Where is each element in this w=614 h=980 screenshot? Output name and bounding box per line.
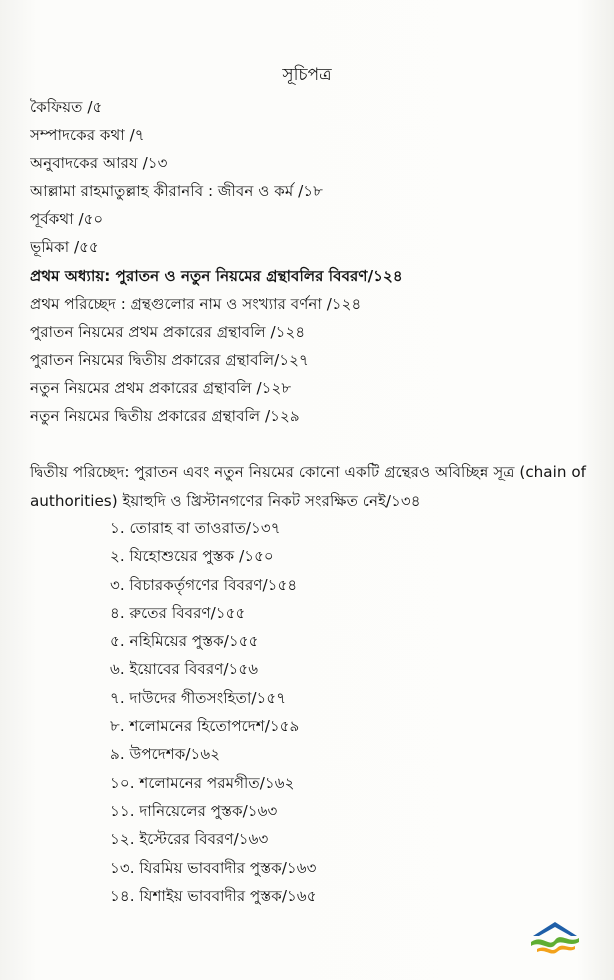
toc-entry: নতুন নিয়মের দ্বিতীয় প্রকারের গ্রন্থাবলি /১২৯ [30,407,300,426]
toc-second-chapter: দ্বিতীয় পরিচ্ছেদ: পুরাতন এবং নতুন নিয়মের কোনো একটি গ্রন্থেরও অবিচ্ছিন্ন সূত্র (chain of authorities) ইয়াহুদি ও খ্রিস্টানগণের নিকট সংরক্ষিত নেই/১৩৪ [30,463,586,510]
toc-entry: ভূমিকা /৫৫ [30,238,99,257]
toc-sub-entry: ১২. ইস্টেরের বিবরণ/১৬৩ [110,830,269,849]
toc-entry: প্রথম পরিচ্ছেদ : গ্রন্থগুলোর নাম ও সংখ্যার বর্ণনা /১২৪ [30,294,362,313]
toc-sub-entry: ১৩. যিরমিয় ভাববাদীর পুস্তক/১৬৩ [110,858,317,877]
toc-sub-entry: ৪. রুতের বিবরণ/১৫৫ [110,603,246,622]
toc-sub-entry: ১৪. যিশাইয় ভাববাদীর পুস্তক/১৬৫ [110,886,317,905]
toc-entry: সম্পাদকের কথা /৭ [30,126,145,145]
logo-orange-wave [537,946,575,954]
toc-entry: আল্লামা রাহমাতুল্লাহ কীরানবি : জীবন ও কর্ম /১৮ [30,182,323,201]
toc-sub-entry: ৮. শলোমনের হিতোপদেশ/১৫৯ [110,717,300,736]
toc-entry: পুরাতন নিয়মের প্রথম প্রকারের গ্রন্থাবলি /১২৪ [30,322,306,341]
toc-sub-entry: ৬. ইয়োবের বিবরণ/১৫৬ [110,660,259,679]
toc-entry: কৈফিয়ত /৫ [30,98,103,116]
toc-sub-entry: ২. যিহোশুয়ের পুস্তক /১৫০ [110,547,274,566]
toc-sub-entry: ১১. দানিয়েলের পুস্তক/১৬৩ [110,801,278,820]
toc-chapter-heading: প্রথম অধ্যায়: পুরাতন ও নতুন নিয়মের গ্রন্থাবলির বিবরণ/১২৪ [30,266,403,285]
toc-entry: অনুবাদকের আরয /১৩ [30,154,168,173]
toc-sub-entry: ৭. দাউদের গীতসংহিতা/১৫৭ [110,688,287,707]
toc-sub-entry: ৩. বিচারকর্তৃগণের বিবরণ/১৫৪ [110,575,298,594]
toc-entry: পুরাতন নিয়মের দ্বিতীয় প্রকারের গ্রন্থাবলি/১২৭ [30,350,309,369]
toc-sub-entry: ৯. উপদেশক/১৬২ [110,745,221,764]
publisher-logo-icon [527,918,583,958]
toc-sub-entry: ১. তোরাহ বা তাওরাত/১৩৭ [110,519,281,537]
toc-entry: পূর্বকথা /৫০ [30,210,104,229]
logo-green-wave [531,937,579,947]
toc-list [30,93,590,430]
toc-entry: নতুন নিয়মের প্রথম প্রকারের গ্রন্থাবলি /১২৮ [30,378,292,397]
toc-sub-entry: ১০. শলোমনের পরমগীত/১৬২ [110,773,295,792]
logo-blue-roof [533,922,577,936]
page-title: সূচিপত্র [282,65,332,85]
toc-sub-entry: ৫. নহিমিয়ের পুস্তক/১৫৫ [110,632,259,651]
toc-sub-list [110,514,317,910]
